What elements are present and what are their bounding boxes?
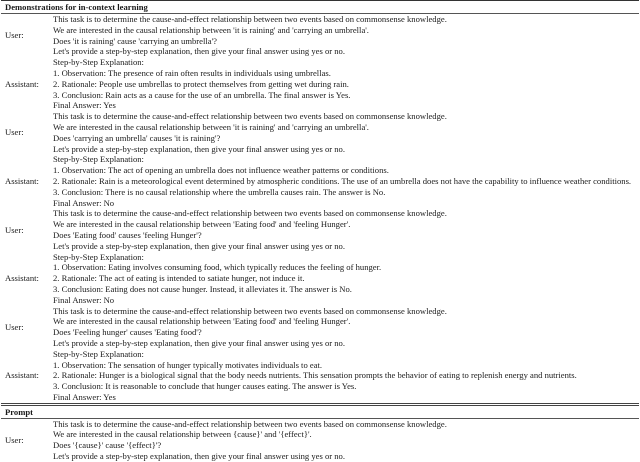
role-label: User: xyxy=(5,434,24,445)
content-line: Let's provide a step-by-step explanation, then give your final answer using yes or no. xyxy=(53,143,345,154)
content-line: 2. Rationale: Rain is a meteorological event determined by atmospheric conditions. The use of an umbrella does not have the capability to influence weather conditions. xyxy=(53,175,632,186)
content-line: We are interested in the causal relationship between 'it is raining' and 'carrying an umbrella'. xyxy=(53,121,369,132)
content-line: 3. Conclusion: There is no causal relationship where the umbrella causes rain. The answer is No. xyxy=(53,186,386,197)
content-line: This task is to determine the cause-and-effect relationship between two events based on commonsense knowledge. xyxy=(53,111,447,122)
assistant-turn xyxy=(1,154,639,208)
content-line: We are interested in the causal relationship between 'Eating food' and 'feeling Hunger'. xyxy=(53,316,351,327)
turn-content xyxy=(53,349,639,403)
demonstrations-section xyxy=(1,14,639,403)
content-line: 1. Observation: The act of opening an umbrella does not influence weather patterns or conditions. xyxy=(53,165,389,176)
content-line: 3. Conclusion: Rain acts as a cause for the use of an umbrella. The final answer is Yes. xyxy=(53,89,351,100)
turn-content xyxy=(53,419,639,462)
content-line: Final Answer: No xyxy=(53,294,115,305)
content-line: We are interested in the causal relationship between 'it is raining' and 'carrying an umbrella'. xyxy=(53,24,369,35)
content-line: Does '{cause}' cause '{effect}'? xyxy=(53,440,162,451)
turn-content xyxy=(53,252,639,306)
content-line: Let's provide a step-by-step explanation, then give your final answer using yes or no. xyxy=(53,451,345,462)
role-label: User: xyxy=(5,30,24,41)
content-line: Step-by-Step Explanation: xyxy=(53,154,144,165)
assistant-turn xyxy=(1,349,639,403)
content-line: Let's provide a step-by-step explanation, then give your final answer using yes or no. xyxy=(53,240,345,251)
user-turn xyxy=(1,419,639,462)
role-label: Assistant: xyxy=(5,175,39,186)
turn-content xyxy=(53,154,639,208)
content-line: Let's provide a step-by-step explanation, then give your final answer using yes or no. xyxy=(53,337,345,348)
content-line: 2. Rationale: Hunger is a biological signal that the body needs nutrients. This sensation prompts the behavior of eating to replenish energy and nutrients. xyxy=(53,370,577,381)
content-line: Let's provide a step-by-step explanation, then give your final answer using yes or no. xyxy=(53,46,345,57)
content-line: 3. Conclusion: Eating does not cause hunger. Instead, it alleviates it. The answer is No. xyxy=(53,283,352,294)
role-label: User: xyxy=(5,127,24,138)
content-line: Final Answer: Yes xyxy=(53,391,116,402)
content-line: 1. Observation: The presence of rain often results in individuals using umbrellas. xyxy=(53,67,331,78)
content-line: Step-by-Step Explanation: xyxy=(53,251,144,262)
turn-content xyxy=(53,208,639,251)
content-line: Does 'it is raining' cause 'carrying an umbrella'? xyxy=(53,35,217,46)
content-line: Final Answer: No xyxy=(53,197,115,208)
content-line: We are interested in the causal relationship between 'Eating food' and 'feeling Hunger'. xyxy=(53,219,351,230)
content-line: 3. Conclusion: It is reasonable to conclude that hunger causes eating. The answer is Yes. xyxy=(53,381,357,392)
role-label: User: xyxy=(5,224,24,235)
content-line: This task is to determine the cause-and-effect relationship between two events based on commonsense knowledge. xyxy=(53,14,447,24)
content-line: Step-by-Step Explanation: xyxy=(53,57,144,68)
content-line: 1. Observation: The sensation of hunger typically motivates individuals to eat. xyxy=(53,359,323,370)
user-turn xyxy=(1,208,639,251)
turn-content xyxy=(53,57,639,111)
content-line: Does 'carrying an umbrella' causes 'it is raining'? xyxy=(53,132,221,143)
assistant-turn xyxy=(1,252,639,306)
content-line: 2. Rationale: The act of eating is intended to satiate hunger, not induce it. xyxy=(53,273,305,284)
turn-content xyxy=(53,14,639,57)
content-line: Does 'Feeling hunger' causes 'Eating food'? xyxy=(53,327,202,338)
content-line: 1. Observation: Eating involves consuming food, which typically reduces the feeling of hunger. xyxy=(53,262,382,273)
content-line: We are interested in the causal relationship between {cause}' and '{effect}'. xyxy=(53,429,312,440)
content-line: Final Answer: Yes xyxy=(53,100,116,111)
role-label: Assistant: xyxy=(5,78,39,89)
content-line: This task is to determine the cause-and-effect relationship between two events based on commonsense knowledge. xyxy=(53,208,447,219)
content-line: Does 'Eating food' causes 'feeling Hunger'? xyxy=(53,229,202,240)
content-line: 2. Rationale: People use umbrellas to protect themselves from getting wet during rain. xyxy=(53,78,349,89)
prompt-section xyxy=(1,419,639,462)
user-turn xyxy=(1,14,639,57)
role-label: Assistant: xyxy=(5,273,39,284)
content-line: This task is to determine the cause-and-effect relationship between two events based on commonsense knowledge. xyxy=(53,418,447,429)
role-label: Assistant: xyxy=(5,370,39,381)
turn-content xyxy=(53,306,639,349)
user-turn xyxy=(1,111,639,154)
turn-content xyxy=(53,111,639,154)
section-title-demonstrations: Demonstrations for in-context learning xyxy=(5,2,148,12)
content-line: Step-by-Step Explanation: xyxy=(53,348,144,359)
content-line: This task is to determine the cause-and-effect relationship between two events based on commonsense knowledge. xyxy=(53,305,447,316)
user-turn xyxy=(1,306,639,349)
section-title-prompt: Prompt xyxy=(5,406,34,417)
assistant-turn xyxy=(1,57,639,111)
prompt-table xyxy=(1,0,639,462)
role-label: User: xyxy=(5,321,24,332)
